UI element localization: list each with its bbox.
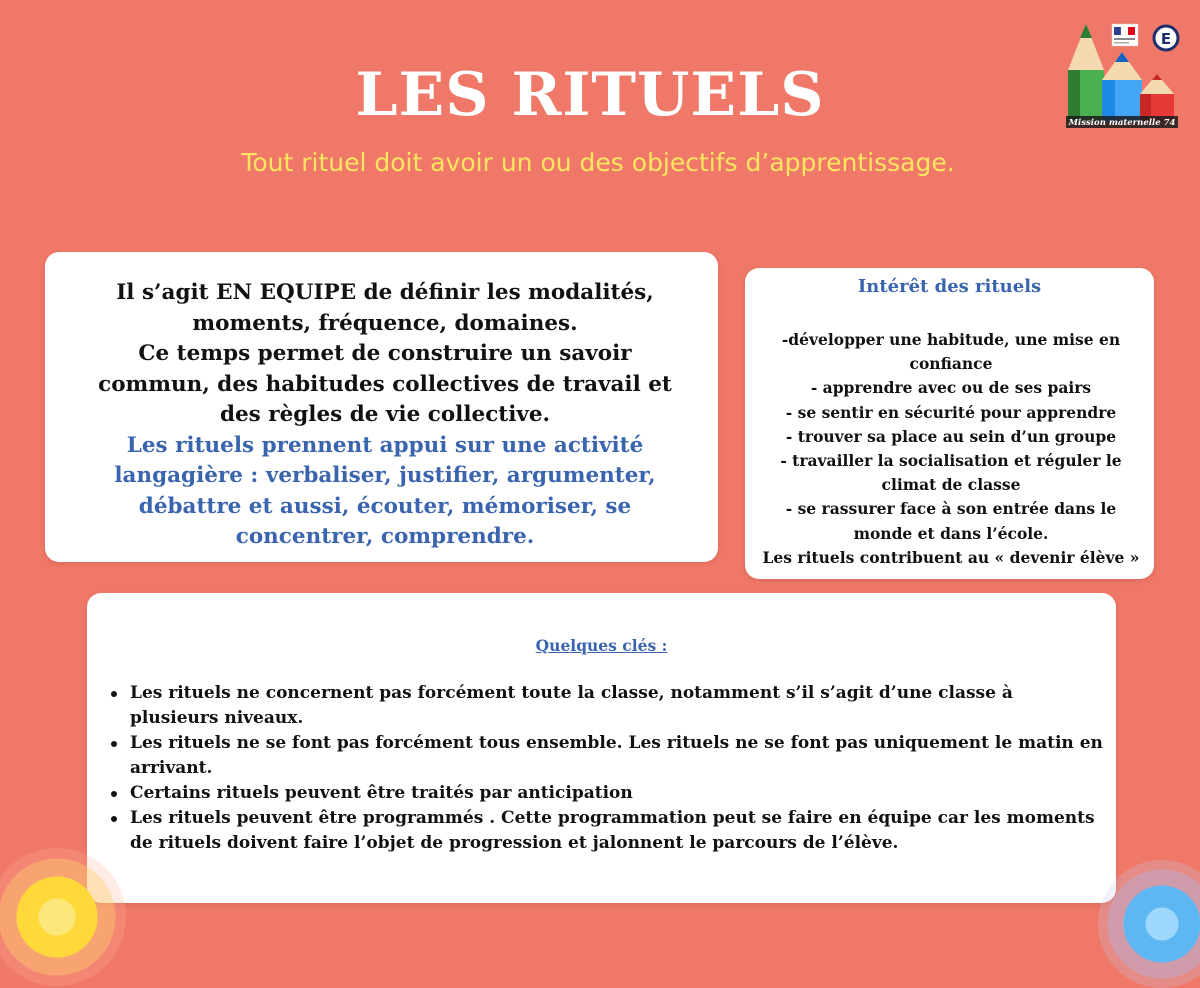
svg-text:E: E xyxy=(1160,30,1172,48)
intro-line: Ce temps permet de construire un savoir xyxy=(138,341,632,366)
logo-caption: Mission maternelle 74 xyxy=(1068,118,1176,128)
list-item: Les rituels ne concernent pas forcément toute la classe, notamment s’il s’agit d’une classe à plusieurs niveaux. xyxy=(110,681,1105,731)
interest-heading: Intérêt des rituels xyxy=(857,276,1042,297)
intro-line: des règles de vie collective. xyxy=(219,402,551,427)
pencils-logo-icon xyxy=(1062,18,1188,130)
intro-line-highlight: Les rituels prennent appui sur une activité xyxy=(126,432,644,458)
interest-line: confiance xyxy=(909,354,993,374)
intro-line: Il s’agit EN EQUIPE de définir les modalités, xyxy=(116,280,654,305)
interest-line: - se rassurer face à son entrée dans le xyxy=(785,499,1117,519)
keys-heading: Quelques clés : xyxy=(535,636,668,655)
interest-line: -développer une habitude, une mise en xyxy=(781,330,1121,349)
intro-line: moments, fréquence, domaines. xyxy=(192,310,578,336)
yellow-circle-decoration xyxy=(0,848,126,986)
interest-line: - travailler la socialisation et réguler le xyxy=(780,451,1122,471)
intro-line-highlight: débattre et aussi, écouter, mémoriser, se xyxy=(138,493,632,519)
page-subtitle: Tout rituel doit avoir un ou des objectifs d’apprentissage. xyxy=(241,148,955,177)
interest-line: Les rituels contribuent au « devenir élève » xyxy=(762,547,1140,567)
keys-list xyxy=(110,681,1105,856)
interest-list xyxy=(748,328,1154,570)
list-item: Les rituels peuvent être programmés . Cette programmation peut se faire en équipe car les moments de rituels doivent faire l’objet de progression et jalonnent le parcours de l’élève. xyxy=(110,806,1105,856)
interest-line: - se sentir en sécurité pour apprendre xyxy=(785,402,1117,422)
interest-line: - apprendre avec ou de ses pairs xyxy=(810,378,1092,398)
page-title: LES RITUELS xyxy=(355,60,825,130)
interest-line: climat de classe xyxy=(881,475,1021,495)
intro-text xyxy=(55,278,715,553)
list-item: Les rituels ne se font pas forcément tous ensemble. Les rituels ne se font pas uniquement le matin en arrivant. xyxy=(110,731,1105,781)
intro-line: commun, des habitudes collectives de travail et xyxy=(98,371,672,397)
interest-line: - trouver sa place au sein d’un groupe xyxy=(785,426,1117,446)
list-item: Certains rituels peuvent être traités par anticipation xyxy=(110,781,1105,806)
intro-line-highlight: langagière : verbaliser, justifier, argumenter, xyxy=(114,463,656,488)
intro-line-highlight: concentrer, comprendre. xyxy=(235,524,535,549)
interest-line: monde et dans l’école. xyxy=(853,523,1049,543)
